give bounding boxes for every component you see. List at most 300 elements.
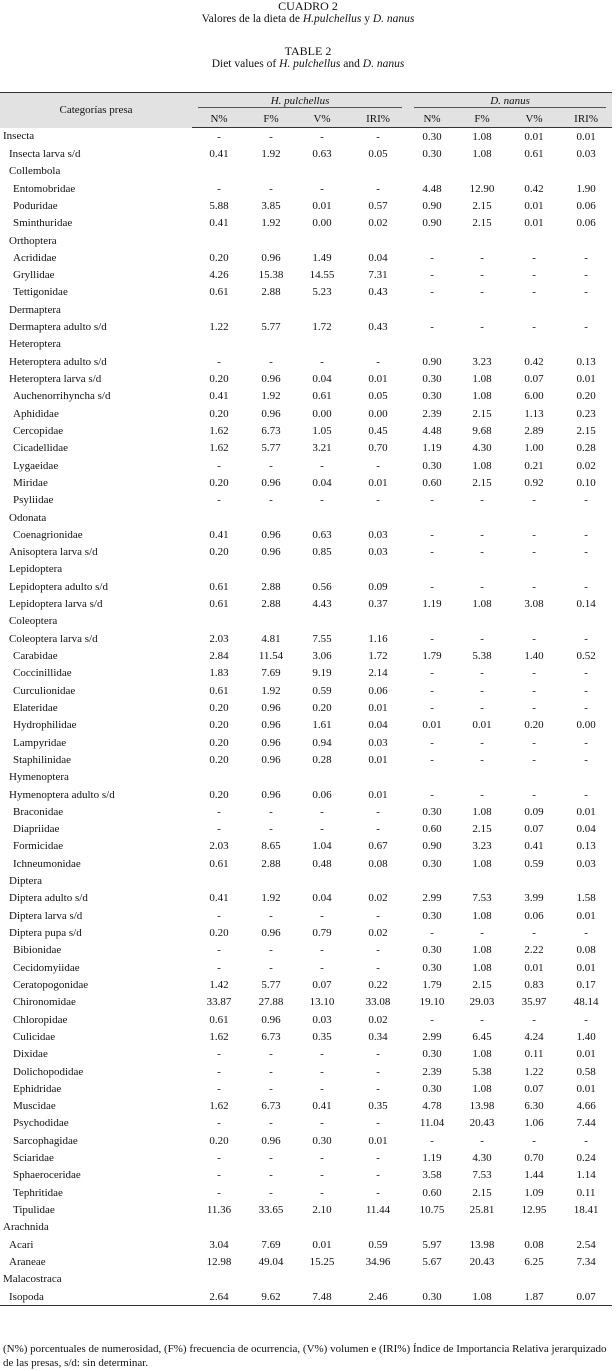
table-cell: - (430, 321, 434, 334)
row-label: Lepidoptera larva s/d (9, 598, 103, 611)
table-cell (348, 769, 408, 786)
table-cell: 0.05 (368, 147, 388, 160)
table-cell: 0.96 (261, 407, 281, 420)
table-cell: - (480, 1134, 484, 1147)
table-cell: - (320, 1048, 324, 1061)
table-cell: 48.14 (573, 996, 599, 1009)
table-row (0, 578, 612, 595)
table-cell: 0.41 (209, 217, 229, 230)
table-cell: 0.07 (560, 1288, 612, 1306)
table-cell: - (430, 927, 434, 940)
table-cell: 0.03 (576, 857, 596, 870)
table-cell (508, 872, 560, 889)
table-row (0, 163, 612, 180)
row-label: Orthoptera (9, 234, 57, 247)
table-cell: 19.10 (419, 996, 445, 1009)
table-cell: 1.92 (261, 147, 281, 160)
table-cell: 0.61 (209, 598, 229, 611)
table-cell: - (269, 1117, 273, 1130)
table-cell: 1.42 (209, 978, 229, 991)
row-label: Gryllidae (13, 269, 55, 282)
table-cell: - (217, 494, 221, 507)
table-row (0, 613, 612, 630)
table-cell: 1.06 (524, 1117, 544, 1130)
table-cell: - (480, 321, 484, 334)
table-cell: 1.83 (209, 667, 229, 680)
table-cell: - (376, 1082, 380, 1095)
table-cell (246, 301, 296, 318)
table-cell: 4.81 (261, 632, 281, 645)
table-cell: 1.22 (524, 1065, 544, 1078)
table-cell: 2.15 (472, 199, 492, 212)
table-row (0, 1219, 612, 1236)
table-cell: 11.36 (206, 1204, 232, 1217)
table-row (0, 994, 612, 1011)
table-cell (246, 509, 296, 526)
table-cell (192, 769, 246, 786)
table-cell: - (532, 1013, 536, 1026)
row-label: Arachnida (3, 1221, 49, 1234)
table-cell: 0.00 (576, 719, 596, 732)
table-cell: 0.90 (422, 840, 442, 853)
table-row (0, 855, 612, 872)
table-cell: 1.08 (472, 805, 492, 818)
row-label: Curculionidae (13, 684, 76, 697)
table-cell: 3.04 (209, 1238, 229, 1251)
table-cell (456, 769, 508, 786)
table-cell (348, 561, 408, 578)
table-cell: 0.41 (209, 390, 229, 403)
table-cell: - (532, 580, 536, 593)
table-cell: 0.41 (312, 1100, 332, 1113)
table-cell: - (217, 1048, 221, 1061)
table-cell: - (217, 1186, 221, 1199)
table-cell (296, 509, 348, 526)
table-cell: 1.08 (472, 944, 492, 957)
row-label: Diptera larva s/d (9, 909, 83, 922)
table-cell: 0.56 (312, 580, 332, 593)
row-label: Collembola (9, 165, 61, 178)
table-cell (348, 1219, 408, 1236)
table-cell: - (217, 1065, 221, 1078)
table-cell: 3.08 (524, 598, 544, 611)
table-cell (192, 232, 246, 249)
table-row (0, 1132, 612, 1149)
group-header-2-label: D. nanus (414, 95, 606, 108)
table-cell: 12.98 (206, 1255, 232, 1268)
table-cell: 0.85 (312, 546, 332, 559)
row-label: Odonata (9, 511, 47, 524)
table-cell: 1.08 (472, 1082, 492, 1095)
table-row (0, 803, 612, 820)
table-cell: 4.48 (422, 424, 442, 437)
table-cell: - (430, 788, 434, 801)
row-label: Bibionidae (13, 944, 62, 957)
table-row (0, 405, 612, 422)
table-cell (348, 163, 408, 180)
row-label: Diptera pupa s/d (9, 927, 82, 940)
table-row (0, 838, 612, 855)
table-cell: 0.20 (209, 753, 229, 766)
table-cell: - (269, 1169, 273, 1182)
table-cell: 18.41 (573, 1204, 599, 1217)
table-cell: 4.66 (576, 1100, 596, 1113)
table-cell: - (376, 130, 380, 143)
table-cell: 2.15 (472, 217, 492, 230)
table-cell: 0.01 (368, 701, 388, 714)
table-cell: 2.54 (576, 1238, 596, 1251)
table-cell: 0.90 (422, 199, 442, 212)
table-row (0, 699, 612, 716)
table-cell: - (376, 805, 380, 818)
table-row (0, 595, 612, 612)
table-cell: 1.49 (312, 251, 332, 264)
table-cell: 0.20 (209, 719, 229, 732)
caption-english-species2: D. nanus (362, 58, 405, 70)
column-header: IRI% (560, 110, 612, 128)
table-cell: - (376, 1152, 380, 1165)
row-label: Ephidridae (13, 1082, 62, 1095)
row-label: Cicadellidae (13, 442, 68, 455)
table-cell: 0.07 (524, 1082, 544, 1095)
table-cell: 0.06 (576, 199, 596, 212)
table-cell (246, 336, 296, 353)
table-cell: 14.55 (309, 269, 335, 282)
diet-table (0, 92, 612, 1306)
table-cell: 1.92 (261, 892, 281, 905)
table-cell: 0.90 (422, 217, 442, 230)
table-cell: 5.23 (312, 286, 332, 299)
table-cell: 0.20 (209, 476, 229, 489)
table-cell: 0.96 (261, 546, 281, 559)
row-label: Heteroptera larva s/d (9, 373, 102, 386)
table-row (0, 821, 612, 838)
table-cell: 1.08 (472, 373, 492, 386)
table-cell: 0.01 (368, 788, 388, 801)
table-cell: 0.96 (261, 528, 281, 541)
table-cell: 0.96 (261, 373, 281, 386)
table-cell: - (217, 961, 221, 974)
table-cell: 0.20 (209, 407, 229, 420)
table-cell: 4.30 (472, 1152, 492, 1165)
table-cell (408, 613, 456, 630)
table-cell: 6.45 (472, 1030, 492, 1043)
table-cell: - (430, 528, 434, 541)
table-cell: 0.01 (576, 1048, 596, 1061)
table-cell: 0.20 (524, 719, 544, 732)
table-cell: 2.03 (209, 632, 229, 645)
table-row (0, 924, 612, 941)
row-label: Dolichopodidae (13, 1065, 84, 1078)
table-cell: 1.09 (524, 1186, 544, 1199)
table-row (0, 1236, 612, 1253)
table-cell (348, 1271, 408, 1288)
table-cell: - (376, 944, 380, 957)
table-cell: 7.53 (472, 1169, 492, 1182)
table-cell: 7.69 (261, 1238, 281, 1251)
row-label: Ceratopogonidae (13, 978, 89, 991)
table-row (0, 353, 612, 370)
table-cell: - (376, 494, 380, 507)
table-cell: 3.06 (312, 650, 332, 663)
table-row (0, 509, 612, 526)
table-cell: - (320, 805, 324, 818)
table-cell: 0.30 (422, 459, 442, 472)
table-cell: 0.57 (368, 199, 388, 212)
table-cell: 0.20 (209, 701, 229, 714)
table-cell: 0.17 (576, 978, 596, 991)
column-header: F% (246, 110, 296, 128)
row-label: Coleoptera larva s/d (9, 632, 98, 645)
table-cell (192, 1219, 246, 1236)
table-cell: 7.53 (472, 892, 492, 905)
table-cell: 49.04 (258, 1255, 284, 1268)
table-cell: 0.11 (524, 1048, 544, 1061)
table-cell: - (584, 321, 588, 334)
table-cell: - (430, 632, 434, 645)
table-cell: 0.21 (524, 459, 544, 472)
table-cell: 0.00 (368, 407, 388, 420)
table-cell (296, 336, 348, 353)
table-cell: 0.01 (368, 476, 388, 489)
table-cell: 0.30 (408, 1288, 456, 1306)
caption-spanish (0, 0, 616, 26)
table-body (0, 128, 612, 1306)
table-cell: 1.00 (524, 442, 544, 455)
table-cell: 0.24 (576, 1152, 596, 1165)
table-cell: - (376, 182, 380, 195)
table-cell: 0.30 (422, 857, 442, 870)
table-cell: 2.64 (192, 1288, 246, 1306)
table-cell: 0.23 (576, 407, 596, 420)
table-cell: - (269, 494, 273, 507)
row-label: Psychodidae (13, 1117, 69, 1130)
table-cell: 0.03 (368, 528, 388, 541)
table-cell: 0.08 (576, 944, 596, 957)
table-cell: 0.02 (368, 1013, 388, 1026)
table-cell: 0.96 (261, 788, 281, 801)
table-cell: 2.39 (422, 407, 442, 420)
table-cell: 0.52 (576, 650, 596, 663)
table-cell (408, 163, 456, 180)
table-cell: 0.02 (368, 892, 388, 905)
table-cell: - (217, 1169, 221, 1182)
table-cell (296, 1271, 348, 1288)
table-cell: 0.70 (368, 442, 388, 455)
table-cell: - (320, 961, 324, 974)
table-cell: 0.60 (422, 476, 442, 489)
table-cell (508, 613, 560, 630)
table-cell: 0.41 (209, 892, 229, 905)
table-cell: - (584, 788, 588, 801)
row-label: Auchenorrihyncha s/d (13, 390, 111, 403)
table-cell: 1.40 (576, 1030, 596, 1043)
table-cell: 1.22 (209, 321, 229, 334)
row-label: Miridae (13, 476, 48, 489)
table-row (0, 1080, 612, 1097)
table-cell: 0.03 (576, 147, 596, 160)
table-cell: - (269, 1065, 273, 1078)
table-cell (296, 561, 348, 578)
table-row (0, 457, 612, 474)
table-cell: 0.60 (422, 823, 442, 836)
table-cell (560, 336, 612, 353)
table-row (0, 959, 612, 976)
table-cell: - (269, 182, 273, 195)
table-cell: - (532, 251, 536, 264)
table-cell (508, 1219, 560, 1236)
table-cell: 2.15 (472, 978, 492, 991)
table-cell: - (532, 1134, 536, 1147)
table-cell: 6.25 (524, 1255, 544, 1268)
table-row (0, 942, 612, 959)
table-cell: - (320, 355, 324, 368)
table-cell: 0.70 (524, 1152, 544, 1165)
table-cell: 0.04 (312, 373, 332, 386)
table-cell: 7.44 (576, 1117, 596, 1130)
column-header: N% (408, 110, 456, 128)
table-cell: 3.58 (422, 1169, 442, 1182)
row-label: Lepidoptera adulto s/d (9, 580, 108, 593)
table-cell: 0.20 (576, 390, 596, 403)
table-cell: 0.03 (312, 1013, 332, 1026)
table-cell: 0.01 (576, 1082, 596, 1095)
table-cell: 2.15 (472, 823, 492, 836)
caption-english-prefix: Diet values of (211, 58, 280, 70)
table-cell: - (269, 944, 273, 957)
table-row (0, 526, 612, 543)
table-cell: 15.25 (309, 1255, 335, 1268)
table-cell (508, 561, 560, 578)
table-cell: 0.04 (312, 892, 332, 905)
table-cell (456, 613, 508, 630)
caption-spanish-label: CUADRO 2 (278, 0, 338, 13)
table-cell: 29.03 (469, 996, 495, 1009)
table-cell: 0.59 (368, 1238, 388, 1251)
table-cell: 0.14 (576, 598, 596, 611)
table-cell: 13.10 (309, 996, 335, 1009)
table-cell: 6.00 (524, 390, 544, 403)
table-row (0, 474, 612, 491)
table-cell: 1.40 (524, 650, 544, 663)
table-cell: 0.03 (368, 736, 388, 749)
table-cell (560, 163, 612, 180)
table-cell: - (532, 788, 536, 801)
table-row (0, 370, 612, 387)
table-cell (408, 872, 456, 889)
table-cell: 0.01 (576, 130, 596, 143)
table-cell (296, 232, 348, 249)
table-cell: 0.30 (422, 1048, 442, 1061)
table-cell: 0.94 (312, 736, 332, 749)
table-cell (560, 1271, 612, 1288)
row-label: Sphaeroceridae (13, 1169, 81, 1182)
table-cell: 2.99 (422, 1030, 442, 1043)
table-cell: 0.30 (422, 944, 442, 957)
group-header-2 (408, 93, 612, 111)
table-cell: 1.08 (472, 961, 492, 974)
table-cell: 20.43 (469, 1117, 495, 1130)
table-cell (246, 561, 296, 578)
table-cell: - (269, 459, 273, 472)
table-cell: 0.63 (312, 147, 332, 160)
table-cell: - (217, 182, 221, 195)
table-cell: 3.23 (472, 840, 492, 853)
table-cell: - (376, 1065, 380, 1078)
table-cell: 0.45 (368, 424, 388, 437)
table-cell: - (376, 1048, 380, 1061)
row-label: Sciaridae (13, 1152, 54, 1165)
table-cell: - (480, 632, 484, 645)
table-cell (408, 509, 456, 526)
table-cell: 0.13 (576, 840, 596, 853)
table-cell: 0.28 (576, 442, 596, 455)
table-cell: 2.88 (261, 580, 281, 593)
table-cell: 1.92 (261, 217, 281, 230)
table-cell: 15.38 (258, 269, 284, 282)
table-cell: - (430, 546, 434, 559)
table-cell (246, 613, 296, 630)
table-cell: 1.62 (209, 424, 229, 437)
table-cell: - (269, 1152, 273, 1165)
caption-spanish-species1: H.pulchellus (302, 13, 362, 25)
table-cell: 0.48 (312, 857, 332, 870)
table-cell: 0.59 (312, 684, 332, 697)
column-header: V% (508, 110, 560, 128)
table-cell (192, 1271, 246, 1288)
row-label: Chloropidae (13, 1013, 68, 1026)
table-cell: 0.04 (576, 823, 596, 836)
table-cell: 2.15 (472, 407, 492, 420)
table-cell: 1.05 (312, 424, 332, 437)
table-cell: 2.46 (348, 1288, 408, 1306)
table-cell: 0.09 (524, 805, 544, 818)
row-label: Sminthuridae (13, 217, 73, 230)
table-cell: 0.61 (209, 286, 229, 299)
table-cell: - (320, 182, 324, 195)
table-cell: 0.58 (576, 1065, 596, 1078)
table-row (0, 544, 612, 561)
table-cell: - (532, 269, 536, 282)
table-cell: 0.30 (422, 390, 442, 403)
table-row (0, 1271, 612, 1288)
row-label: Chironomidae (13, 996, 76, 1009)
table-cell: 1.08 (472, 857, 492, 870)
table-cell: 1.08 (472, 598, 492, 611)
row-label: Muscidae (13, 1100, 56, 1113)
row-label: Insecta larva s/d (9, 147, 81, 160)
table-cell (508, 769, 560, 786)
table-cell: - (217, 1082, 221, 1095)
row-label: Psyliidae (13, 494, 54, 507)
table-cell: 10.75 (419, 1204, 445, 1217)
table-cell (408, 561, 456, 578)
table-cell: 0.02 (368, 927, 388, 940)
table-cell (408, 301, 456, 318)
table-cell: 34.96 (365, 1255, 391, 1268)
table-cell (560, 232, 612, 249)
table-cell: - (480, 580, 484, 593)
table-cell: 0.96 (261, 476, 281, 489)
table-cell: 0.00 (312, 217, 332, 230)
table-cell: 0.41 (209, 528, 229, 541)
table-cell: 1.62 (209, 1030, 229, 1043)
row-label: Cecidomyiidae (13, 961, 80, 974)
table-row (0, 232, 612, 249)
table-cell (508, 232, 560, 249)
table-cell: 2.14 (368, 667, 388, 680)
table-cell: 2.39 (422, 1065, 442, 1078)
